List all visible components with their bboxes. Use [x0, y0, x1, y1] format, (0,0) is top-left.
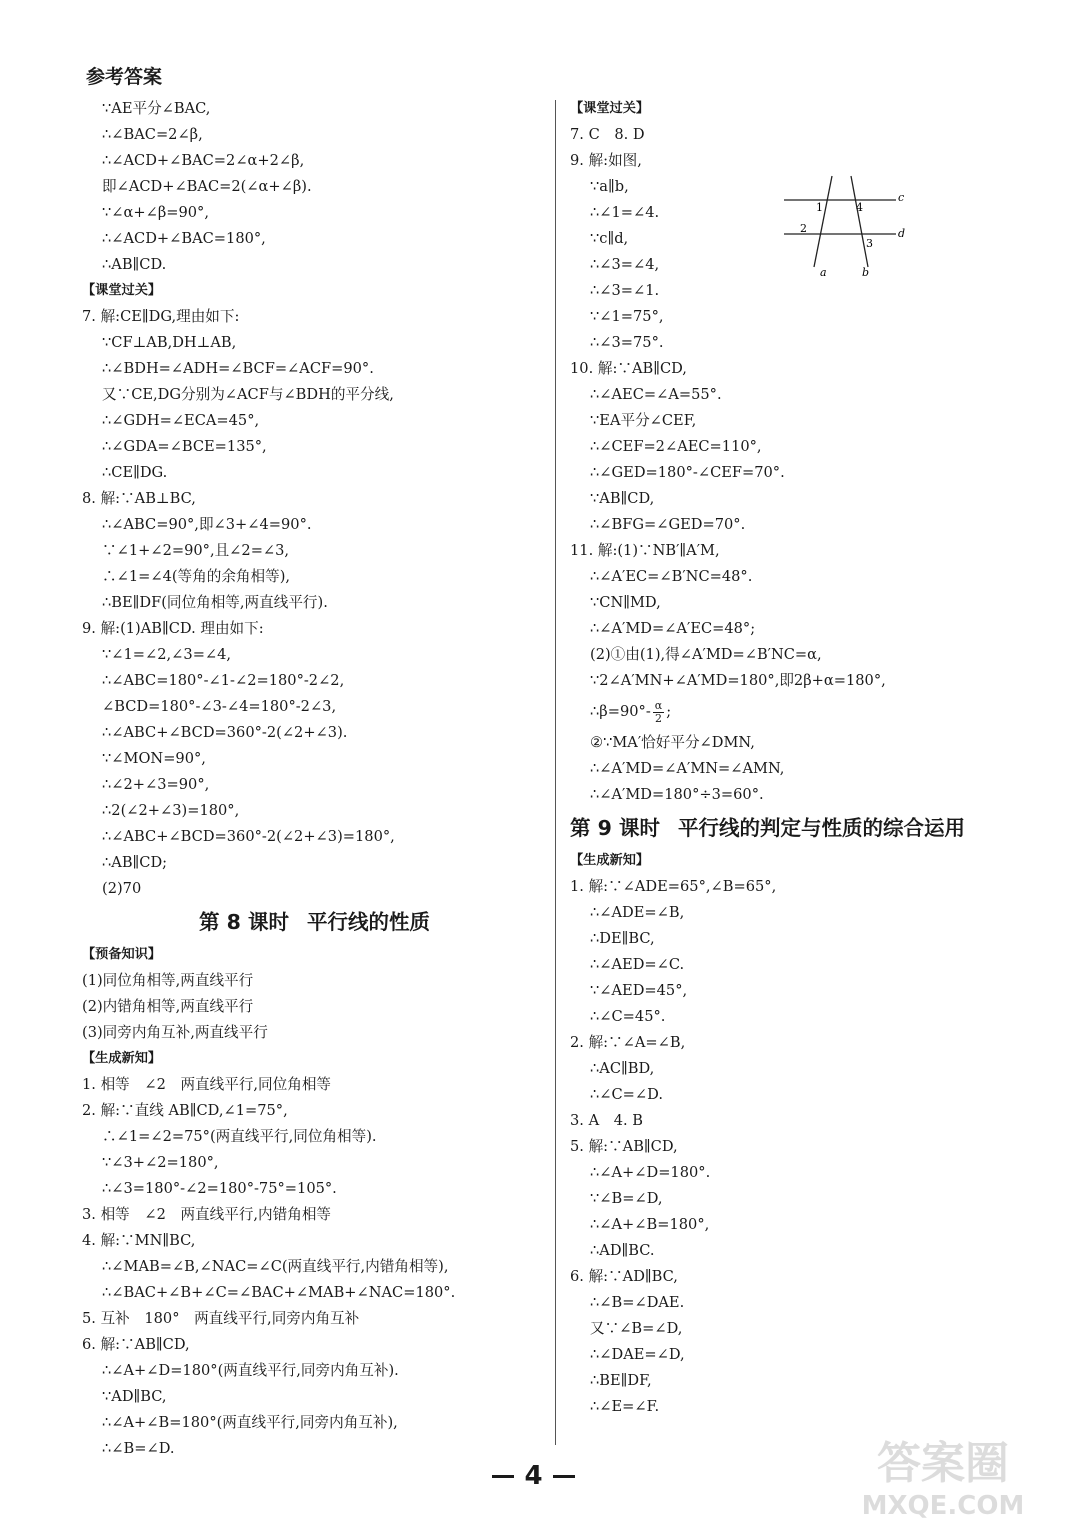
answer-line: (1)同位角相等,两直线平行 [82, 972, 254, 989]
answer-line: ∴AD∥BC. [590, 1242, 655, 1259]
answer-line: 9. 解:如图, [570, 152, 642, 169]
answer-line: ∴∠C=45°. [590, 1008, 666, 1025]
answer-line: (2)内错角相等,两直线平行 [82, 998, 254, 1015]
answer-line: ∴∠GDH=∠ECA=45°, [102, 412, 260, 429]
answer-line: ∴∠A+∠B=180°, [590, 1216, 710, 1233]
answer-line: ∴BE∥DF, [590, 1372, 652, 1389]
left-column [82, 96, 547, 1462]
fraction-suffix: ; [666, 703, 672, 720]
answer-line: ∴∠AED=∠C. [590, 956, 685, 973]
answer-line: 7. C 8. D [570, 126, 645, 143]
answer-line: ∵EA平分∠CEF, [590, 412, 697, 429]
fraction-prefix: ∴β=90°- [590, 703, 651, 720]
answer-line: ∵∠1=∠2,∠3=∠4, [102, 646, 232, 663]
watermark-url-text: MXQE.COM [861, 1491, 1025, 1521]
right-column [570, 96, 1040, 1420]
answer-line: ∴CE∥DG. [102, 464, 168, 481]
answer-line: 5. 解:∵AB∥CD, [570, 1138, 678, 1155]
answer-line: ∴AB∥CD. [102, 256, 167, 273]
answer-line: ∵CF⊥AB,DH⊥AB, [102, 334, 237, 351]
answer-line: ∴∠ACD+∠BAC=2∠α+2∠β, [102, 152, 305, 169]
page-number-dash-left [492, 1475, 514, 1478]
section-tag: 【生成新知】 [82, 1051, 162, 1066]
answer-line: ∴∠BDH=∠ADH=∠BCF=∠ACF=90°. [102, 360, 374, 377]
answer-line: ∴∠3=75°. [590, 334, 664, 351]
answer-line: ∴∠BFG=∠GED=70°. [590, 516, 746, 533]
answer-line: ∴DE∥BC, [590, 930, 655, 947]
answer-line: 又∵∠B=∠D, [590, 1320, 683, 1337]
angle-4-label: 4 [856, 201, 863, 214]
answer-line: 3. 相等 ∠2 两直线平行,内错角相等 [82, 1206, 332, 1223]
page-number-value: 4 [524, 1461, 543, 1491]
answer-line: 9. 解:(1)AB∥CD. 理由如下: [82, 620, 264, 637]
answer-line: ∴AB∥CD; [102, 854, 168, 871]
answer-line: ②∵MA′恰好平分∠DMN, [590, 734, 755, 751]
answer-line: (3)同旁内角互补,两直线平行 [82, 1024, 268, 1041]
answer-line: ∴∠1=∠2=75°(两直线平行,同位角相等). [102, 1128, 377, 1145]
answer-line: ∴∠3=∠4, [590, 256, 660, 273]
answer-line: 3. A 4. B [570, 1112, 643, 1129]
answer-line: ∵∠B=∠D, [590, 1190, 663, 1207]
answer-line: ∴∠E=∠F. [590, 1398, 660, 1415]
answer-line: ∴∠AEC=∠A=55°. [590, 386, 722, 403]
column-divider [555, 100, 556, 1445]
answer-line: ∴∠A′MD=∠A′EC=48°; [590, 620, 756, 637]
fraction-numerator: α [654, 698, 663, 712]
answer-line: ∵AB∥CD, [590, 490, 655, 507]
fraction [653, 700, 664, 725]
answer-line-fraction [570, 694, 1040, 730]
answer-line: ∴∠B=∠DAE. [590, 1294, 685, 1311]
answer-line: ∴∠A′MD=∠A′MN=∠AMN, [590, 760, 785, 777]
line-b-label: b [862, 266, 870, 279]
answer-line: 2. 解:∵直线 AB∥CD,∠1=75°, [82, 1102, 288, 1119]
answer-line: ∴∠1=∠4(等角的余角相等), [102, 568, 291, 585]
section-heading-title: 平行线的判定与性质的综合运用 [678, 816, 966, 840]
answer-line: 6. 解:∵AD∥BC, [570, 1268, 678, 1285]
section-heading-title: 平行线的性质 [307, 910, 431, 934]
answer-line: ∴∠DAE=∠D, [590, 1346, 685, 1363]
answer-line: ∵∠α+∠β=90°, [102, 204, 209, 221]
page-number-dash-right [553, 1475, 575, 1478]
answer-line: ∴∠GED=180°-∠CEF=70°. [590, 464, 785, 481]
answer-line: 即∠ACD+∠BAC=2(∠α+∠β). [102, 178, 312, 195]
answer-line: ∵a∥b, [590, 178, 629, 195]
answer-line: ∵AE平分∠BAC, [102, 100, 211, 117]
section-tag: 【课堂过关】 [570, 101, 650, 116]
answer-line: ∴AC∥BD, [590, 1060, 655, 1077]
answer-line: ∴∠A′EC=∠B′NC=48°. [590, 568, 753, 585]
answer-line: ∴∠BAC=2∠β, [102, 126, 203, 143]
answer-line: ∴∠ABC=90°,即∠3+∠4=90°. [102, 516, 312, 533]
answer-line: 1. 解:∵∠ADE=65°,∠B=65°, [570, 878, 777, 895]
answer-line: ∵∠3+∠2=180°, [102, 1154, 219, 1171]
answer-line: ∴∠A′MD=180°÷3=60°. [590, 786, 764, 803]
answer-line: ∴∠A+∠B=180°(两直线平行,同旁内角互补), [102, 1414, 398, 1431]
line-b [851, 176, 868, 267]
answer-line: ∴∠A+∠D=180°. [590, 1164, 711, 1181]
answer-line: 2. 解:∵∠A=∠B, [570, 1034, 686, 1051]
answer-line: ∵c∥d, [590, 230, 629, 247]
answer-line: 又∵CE,DG分别为∠ACF与∠BDH的平分线, [102, 386, 394, 403]
line-a [814, 176, 832, 267]
answer-line: ∴∠ABC=180°-∠1-∠2=180°-2∠2, [102, 672, 345, 689]
section-tag: 【预备知识】 [82, 947, 162, 962]
watermark-main-text: 答案圈 [877, 1438, 1009, 1489]
answer-line: ∴∠C=∠D. [590, 1086, 663, 1103]
watermark-logo [843, 1426, 1043, 1526]
angle-2-label: 2 [800, 222, 807, 235]
answer-line: ∵CN∥MD, [590, 594, 661, 611]
answer-line: ∴∠B=∠D. [102, 1440, 175, 1457]
answer-line: ∵∠1=75°, [590, 308, 664, 325]
answer-line: ∴∠CEF=2∠AEC=110°, [590, 438, 762, 455]
answer-line: 11. 解:(1)∵NB′∥A′M, [570, 542, 720, 559]
section-heading [570, 808, 1040, 848]
answer-line: ∴∠ADE=∠B, [590, 904, 685, 921]
answer-line: ∴∠2+∠3=90°, [102, 776, 210, 793]
answer-line: ∵∠1+∠2=90°,且∠2=∠3, [102, 542, 290, 559]
answer-line: 10. 解:∵AB∥CD, [570, 360, 687, 377]
answer-line: ∵2∠A′MN+∠A′MD=180°,即2β+α=180°, [590, 672, 886, 689]
page-header-title: 参考答案 [86, 66, 163, 88]
answer-line: ∵AD∥BC, [102, 1388, 167, 1405]
answer-line: ∴∠ABC+∠BCD=360°-2(∠2+∠3)=180°, [102, 828, 395, 845]
section-tag: 【生成新知】 [570, 853, 650, 868]
answer-line: (2)①由(1),得∠A′MD=∠B′NC=α, [590, 646, 822, 663]
answer-line: 7. 解:CE∥DG,理由如下: [82, 308, 240, 325]
answer-line: ∴∠1=∠4. [590, 204, 660, 221]
answer-line: 8. 解:∵AB⊥BC, [82, 490, 196, 507]
parallel-lines-figure [780, 172, 910, 282]
answer-line: ∵∠AED=45°, [590, 982, 688, 999]
answer-line: ∴∠BAC+∠B+∠C=∠BAC+∠MAB+∠NAC=180°. [102, 1284, 456, 1301]
answer-line: 4. 解:∵MN∥BC, [82, 1232, 196, 1249]
answer-line: ∵∠MON=90°, [102, 750, 206, 767]
answer-line: ∴2(∠2+∠3)=180°, [102, 802, 240, 819]
line-a-label: a [820, 266, 827, 279]
answer-line: ∴BE∥DF(同位角相等,两直线平行). [102, 594, 328, 611]
answer-line: ∴∠ACD+∠BAC=180°, [102, 230, 266, 247]
answer-line: (2)70 [102, 880, 142, 897]
answer-line: ∴∠MAB=∠B,∠NAC=∠C(两直线平行,内错角相等), [102, 1258, 449, 1275]
answer-line: ∴∠A+∠D=180°(两直线平行,同旁内角互补). [102, 1362, 399, 1379]
answer-line: 1. 相等 ∠2 两直线平行,同位角相等 [82, 1076, 332, 1093]
answer-line: ∴∠ABC+∠BCD=360°-2(∠2+∠3). [102, 724, 348, 741]
answer-line: ∴∠3=180°-∠2=180°-75°=105°. [102, 1180, 337, 1197]
angle-3-label: 3 [866, 237, 873, 250]
section-heading [82, 902, 547, 942]
angle-1-label: 1 [816, 201, 823, 214]
section-tag: 【课堂过关】 [82, 283, 162, 298]
answer-line: 6. 解:∵AB∥CD, [82, 1336, 190, 1353]
section-heading-number: 第 8 课时 [198, 910, 290, 934]
line-c-label: c [898, 191, 905, 204]
answer-line: ∴∠GDA=∠BCE=135°, [102, 438, 267, 455]
answer-line: ∴∠3=∠1. [590, 282, 660, 299]
answer-line: ∠BCD=180°-∠3-∠4=180°-2∠3, [102, 698, 337, 715]
section-heading-number: 第 9 课时 [570, 816, 661, 840]
answer-line: 5. 互补 180° 两直线平行,同旁内角互补 [82, 1310, 360, 1327]
fraction-denominator: 2 [654, 711, 662, 725]
line-d-label: d [898, 227, 906, 240]
